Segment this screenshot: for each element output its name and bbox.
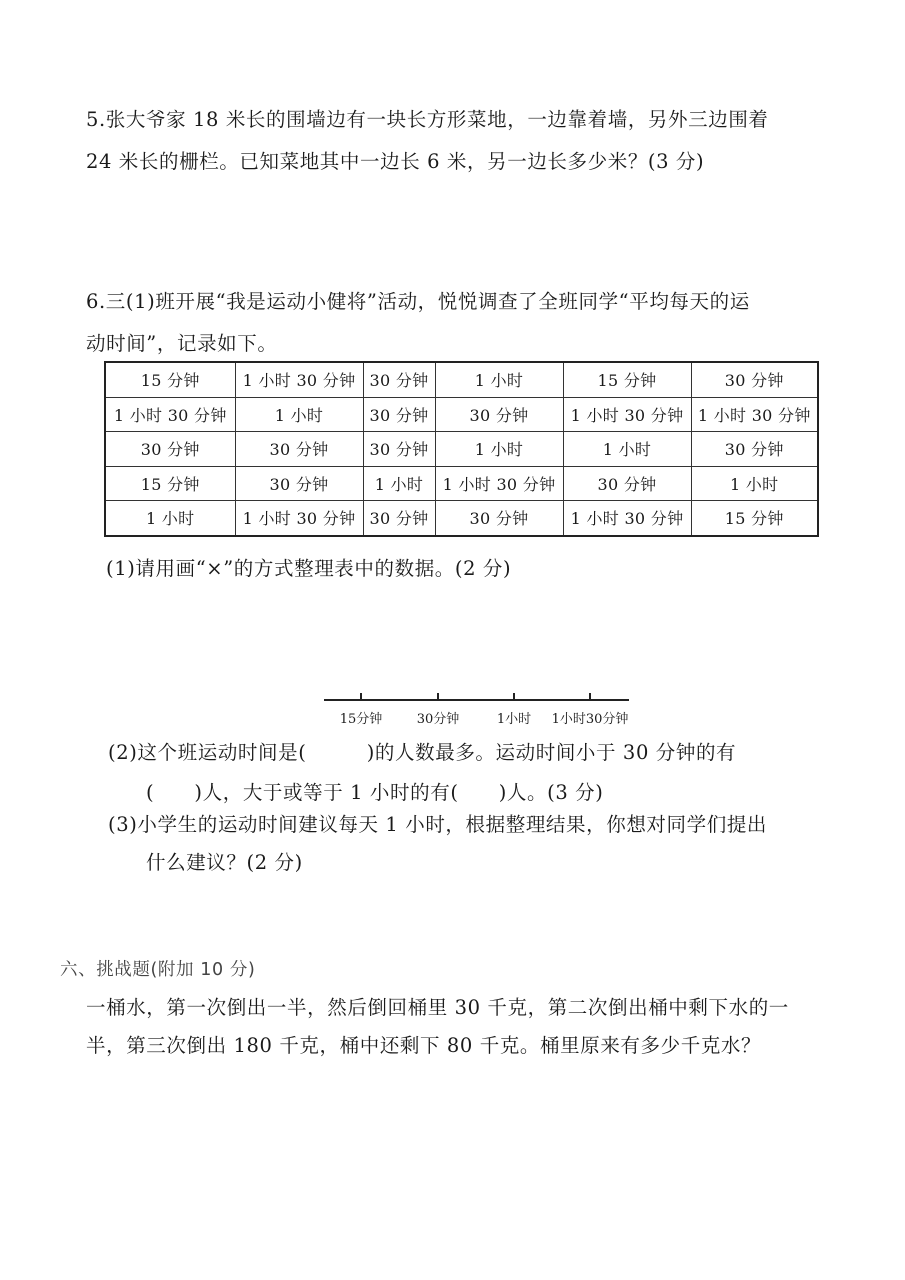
table-cell: 30 分钟: [363, 501, 435, 536]
table-cell: 1 小时: [105, 501, 235, 536]
axis-tick: [437, 693, 439, 700]
table-cell: 1 小时 30 分钟: [105, 397, 235, 432]
section-6-heading: 六、挑战题(附加 10 分): [60, 960, 256, 980]
table-cell: 30 分钟: [435, 397, 563, 432]
table-cell: 1 小时: [435, 432, 563, 467]
table-cell: 30 分钟: [235, 432, 363, 467]
table-cell: 30 分钟: [435, 501, 563, 536]
question-5-line-1: 5.张大爷家 18 米长的围墙边有一块长方形菜地，一边靠着墙，另外三边围着: [86, 108, 769, 131]
challenge-line-1: 一桶水，第一次倒出一半，然后倒回桶里 30 千克，第二次倒出桶中剩下水的一: [86, 996, 789, 1019]
question-6-part-2-line-2: ( )人，大于或等于 1 小时的有( )人。(3 分): [146, 781, 604, 804]
table-cell: 1 小时: [435, 362, 563, 397]
table-cell: 15 分钟: [105, 362, 235, 397]
table-cell: 30 分钟: [691, 432, 818, 467]
tally-axis: [324, 690, 634, 730]
question-6-line-1: 6.三(1)班开展“我是运动小健将”活动，悦悦调查了全班同学“平均每天的运: [86, 290, 750, 313]
table-row: [105, 501, 818, 536]
table-cell: 30 分钟: [235, 466, 363, 501]
axis-label: 1小时30分钟: [551, 712, 629, 727]
table-row: [105, 466, 818, 501]
table-row: [105, 432, 818, 467]
axis-tick: [513, 693, 515, 700]
question-6-part-3-line-1: (3)小学生的运动时间建议每天 1 小时，根据整理结果，你想对同学们提出: [108, 813, 768, 836]
table-cell: 15 分钟: [105, 466, 235, 501]
table-cell: 30 分钟: [563, 466, 691, 501]
axis-tick: [360, 693, 362, 700]
axis-label: 30分钟: [416, 712, 460, 727]
axis-line: [324, 699, 629, 701]
table-cell: 1 小时 30 分钟: [691, 397, 818, 432]
table-cell: 1 小时: [691, 466, 818, 501]
question-6-line-2: 动时间”，记录如下。: [86, 332, 278, 355]
table-cell: 30 分钟: [363, 397, 435, 432]
table-cell: 1 小时 30 分钟: [435, 466, 563, 501]
challenge-line-2: 半，第三次倒出 180 千克，桶中还剩下 80 千克。桶里原来有多少千克水？: [86, 1034, 762, 1057]
axis-label: 15分钟: [339, 712, 383, 727]
question-5-line-2: 24 米长的栅栏。已知菜地其中一边长 6 米，另一边长多少米？(3 分): [86, 150, 705, 173]
question-6-part-2-line-1: (2)这个班运动时间是( )的人数最多。运动时间小于 30 分钟的有: [108, 741, 737, 764]
table-cell: 15 分钟: [563, 362, 691, 397]
table-cell: 1 小时: [235, 397, 363, 432]
axis-label: 1小时: [496, 712, 532, 727]
table-cell: 1 小时: [563, 432, 691, 467]
table-cell: 30 分钟: [691, 362, 818, 397]
table-cell: 30 分钟: [363, 432, 435, 467]
table-cell: 30 分钟: [363, 362, 435, 397]
table-row: [105, 362, 818, 397]
table-cell: 1 小时 30 分钟: [235, 501, 363, 536]
axis-tick: [589, 693, 591, 700]
table-cell: 30 分钟: [105, 432, 235, 467]
table-cell: 1 小时: [363, 466, 435, 501]
table-cell: 1 小时 30 分钟: [563, 501, 691, 536]
table-cell: 1 小时 30 分钟: [235, 362, 363, 397]
question-6-part-1: (1)请用画“×”的方式整理表中的数据。(2 分): [106, 557, 512, 580]
table-cell: 1 小时 30 分钟: [563, 397, 691, 432]
question-6-part-3-line-2: 什么建议？(2 分): [146, 851, 303, 874]
table-row: [105, 397, 818, 432]
exercise-time-table: [104, 361, 819, 537]
table-cell: 15 分钟: [691, 501, 818, 536]
